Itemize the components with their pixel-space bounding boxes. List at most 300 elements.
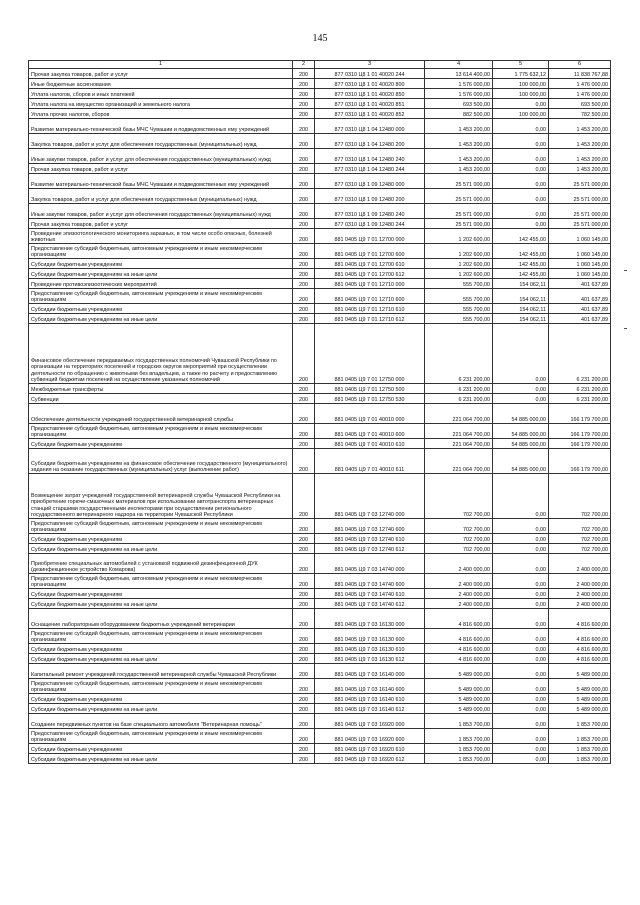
row-executed-amount: 154 062,11 — [493, 279, 549, 289]
row-line-code: 200 — [293, 324, 315, 384]
row-line-code: 200 — [293, 394, 315, 404]
row-budget-code: 881 0405 Ц9 7 03 14740 000 — [315, 554, 425, 574]
row-description: Создание передвижных пунктов на базе специального автомобиля "Ветеринарная помощь" — [29, 714, 293, 729]
row-description: Субсидии бюджетным учреждениям — [29, 644, 293, 654]
row-line-code: 200 — [293, 164, 315, 174]
row-approved-amount: 555 700,00 — [425, 289, 493, 304]
header-cell-4: 4 — [425, 61, 493, 69]
row-remaining-amount: 1 853 700,00 — [549, 714, 611, 729]
row-approved-amount: 5 489 000,00 — [425, 664, 493, 679]
row-approved-amount: 5 489 000,00 — [425, 704, 493, 714]
row-budget-code: 881 0405 Ц9 7 01 12750 530 — [315, 394, 425, 404]
row-line-code: 200 — [293, 174, 315, 189]
row-approved-amount: 702 700,00 — [425, 534, 493, 544]
row-remaining-amount: 166 179 700,00 — [549, 439, 611, 449]
row-approved-amount: 5 489 000,00 — [425, 694, 493, 704]
row-approved-amount: 6 231 200,00 — [425, 384, 493, 394]
row-description: Капитальный ремонт учреждений государственной ветеринарной службы Чувашской Республики — [29, 664, 293, 679]
row-remaining-amount: 11 838 767,88 — [549, 69, 611, 79]
row-description: Закупка товаров, работ и услуг для обеспечения государственных (муниципальных) нужд — [29, 189, 293, 204]
row-executed-amount: 0,00 — [493, 204, 549, 219]
row-line-code: 200 — [293, 654, 315, 664]
row-budget-code: 881 0405 Ц9 7 03 16920 600 — [315, 729, 425, 744]
row-executed-amount: 0,00 — [493, 744, 549, 754]
table-row — [29, 629, 611, 644]
row-remaining-amount: 401 637,89 — [549, 314, 611, 324]
row-description: Субсидии бюджетным учреждениям — [29, 589, 293, 599]
row-remaining-amount: 5 489 000,00 — [549, 694, 611, 704]
table-body — [29, 69, 611, 764]
row-description: Развитие материально-технической базы МЧС Чувашии и подведомственных ему учреждений — [29, 174, 293, 189]
row-approved-amount: 221 064 700,00 — [425, 449, 493, 474]
row-budget-code: 881 0405 Ц9 7 01 12700 600 — [315, 244, 425, 259]
row-remaining-amount: 4 816 600,00 — [549, 609, 611, 629]
row-budget-code: 881 0405 Ц9 7 03 16920 610 — [315, 744, 425, 754]
row-approved-amount: 4 816 600,00 — [425, 644, 493, 654]
row-remaining-amount: 166 179 700,00 — [549, 404, 611, 424]
row-executed-amount: 0,00 — [493, 164, 549, 174]
row-remaining-amount: 25 571 000,00 — [549, 204, 611, 219]
row-description: Финансовое обеспечение передаваемых государственных полномочий Чувашской Республики по организации на территориях поселений и городских округов мероприятий при осуществлении деятельности по обращению с животными без владельцев, а также по расчету и предоставлению субвенций бюджетам поселений на осуществление указанных полномочий — [29, 324, 293, 384]
row-description: Уплата прочих налогов, сборов — [29, 109, 293, 119]
row-line-code: 200 — [293, 729, 315, 744]
row-line-code: 200 — [293, 229, 315, 244]
row-description: Межбюджетные трансферты — [29, 384, 293, 394]
table-row — [29, 644, 611, 654]
table-row — [29, 289, 611, 304]
row-line-code: 200 — [293, 424, 315, 439]
row-description: Иные закупки товаров, работ и услуг для обеспечения государственных (муниципальных) нужд — [29, 204, 293, 219]
row-budget-code: 881 0405 Ц9 7 03 16140 612 — [315, 704, 425, 714]
row-line-code: 200 — [293, 534, 315, 544]
row-line-code: 200 — [293, 89, 315, 99]
table-row — [29, 729, 611, 744]
row-description: Предоставление субсидий бюджетным, автономным учреждениям и иным некоммерческим организациям — [29, 629, 293, 644]
header-cell-3: 3 — [315, 61, 425, 69]
table-row — [29, 89, 611, 99]
row-remaining-amount: 1 476 000,00 — [549, 89, 611, 99]
row-line-code: 200 — [293, 609, 315, 629]
row-budget-code: 881 0405 Ц9 7 03 16130 000 — [315, 609, 425, 629]
row-budget-code: 881 0405 Ц9 7 01 40010 611 — [315, 449, 425, 474]
row-description: Предоставление субсидий бюджетным, автономным учреждениям и иным некоммерческим организациям — [29, 244, 293, 259]
page-number: 145 — [312, 33, 328, 44]
table-row — [29, 69, 611, 79]
row-remaining-amount: 1 453 200,00 — [549, 134, 611, 149]
row-executed-amount: 0,00 — [493, 629, 549, 644]
table-row — [29, 424, 611, 439]
row-description: Закупка товаров, работ и услуг для обеспечения государственных (муниципальных) нужд — [29, 134, 293, 149]
row-remaining-amount: 5 489 000,00 — [549, 704, 611, 714]
row-budget-code: 881 0405 Ц9 7 03 12740 000 — [315, 474, 425, 519]
row-budget-code: 881 0405 Ц9 7 03 16140 000 — [315, 664, 425, 679]
row-line-code: 200 — [293, 204, 315, 219]
table-row — [29, 149, 611, 164]
row-remaining-amount: 401 637,89 — [549, 279, 611, 289]
row-remaining-amount: 4 816 600,00 — [549, 644, 611, 654]
row-executed-amount: 100 000,00 — [493, 109, 549, 119]
row-executed-amount: 0,00 — [493, 754, 549, 764]
row-description: Субсидии бюджетным учреждениям на иные цели — [29, 654, 293, 664]
row-remaining-amount: 5 489 000,00 — [549, 679, 611, 694]
row-budget-code: 877 0310 Ц8 1 09 12480 244 — [315, 219, 425, 229]
row-approved-amount: 6 231 200,00 — [425, 324, 493, 384]
table-row — [29, 679, 611, 694]
row-line-code: 200 — [293, 544, 315, 554]
row-approved-amount: 1 202 600,00 — [425, 269, 493, 279]
row-line-code: 200 — [293, 149, 315, 164]
row-executed-amount: 0,00 — [493, 729, 549, 744]
row-line-code: 200 — [293, 589, 315, 599]
row-executed-amount: 0,00 — [493, 519, 549, 534]
row-executed-amount: 54 885 000,00 — [493, 449, 549, 474]
row-line-code: 200 — [293, 244, 315, 259]
header-cell-2: 2 — [293, 61, 315, 69]
header-row — [29, 61, 611, 69]
row-executed-amount: 0,00 — [493, 474, 549, 519]
row-approved-amount: 693 500,00 — [425, 99, 493, 109]
table-row — [29, 704, 611, 714]
row-approved-amount: 25 571 000,00 — [425, 219, 493, 229]
row-executed-amount: 154 062,11 — [493, 304, 549, 314]
row-remaining-amount: 6 231 200,00 — [549, 384, 611, 394]
table-row — [29, 534, 611, 544]
row-description: Иные закупки товаров, работ и услуг для обеспечения государственных (муниципальных) нужд — [29, 149, 293, 164]
row-line-code: 200 — [293, 644, 315, 654]
table-row — [29, 694, 611, 704]
row-approved-amount: 1 853 700,00 — [425, 754, 493, 764]
row-remaining-amount: 4 816 600,00 — [549, 629, 611, 644]
row-approved-amount: 555 700,00 — [425, 304, 493, 314]
row-line-code: 200 — [293, 79, 315, 89]
row-approved-amount: 4 816 600,00 — [425, 654, 493, 664]
row-line-code: 200 — [293, 279, 315, 289]
row-remaining-amount: 401 637,89 — [549, 289, 611, 304]
table-row — [29, 189, 611, 204]
row-line-code: 200 — [293, 134, 315, 149]
row-remaining-amount: 1 060 145,00 — [549, 229, 611, 244]
row-line-code: 200 — [293, 219, 315, 229]
row-description: Субсидии бюджетным учреждениям на иные цели — [29, 704, 293, 714]
budget-execution-table — [28, 60, 611, 764]
row-approved-amount: 2 400 000,00 — [425, 574, 493, 589]
row-approved-amount: 4 816 600,00 — [425, 609, 493, 629]
table-row — [29, 439, 611, 449]
row-line-code: 200 — [293, 714, 315, 729]
row-approved-amount: 1 453 200,00 — [425, 149, 493, 164]
row-remaining-amount: 782 500,00 — [549, 109, 611, 119]
row-line-code: 200 — [293, 744, 315, 754]
table-row — [29, 449, 611, 474]
row-budget-code: 881 0405 Ц9 7 03 14740 612 — [315, 599, 425, 609]
row-remaining-amount: 6 231 200,00 — [549, 394, 611, 404]
row-executed-amount: 0,00 — [493, 324, 549, 384]
row-remaining-amount: 401 637,89 — [549, 304, 611, 314]
row-description: Предоставление субсидий бюджетным, автономным учреждениям и иным некоммерческим организациям — [29, 679, 293, 694]
row-budget-code: 877 0310 Ц8 1 04 12480 000 — [315, 119, 425, 134]
row-executed-amount: 0,00 — [493, 219, 549, 229]
row-remaining-amount: 1 853 700,00 — [549, 729, 611, 744]
row-description: Субсидии бюджетным учреждениям — [29, 744, 293, 754]
row-approved-amount: 221 064 700,00 — [425, 439, 493, 449]
row-budget-code: 881 0405 Ц9 7 03 16140 600 — [315, 679, 425, 694]
row-description: Предоставление субсидий бюджетным, автономным учреждениям и иным некоммерческим организациям — [29, 574, 293, 589]
row-budget-code: 881 0405 Ц9 7 03 12740 612 — [315, 544, 425, 554]
row-line-code: 200 — [293, 519, 315, 534]
row-description: Субсидии бюджетным учреждениям на иные цели — [29, 754, 293, 764]
table-row — [29, 609, 611, 629]
row-description: Субсидии бюджетным учреждениям — [29, 439, 293, 449]
row-executed-amount: 0,00 — [493, 609, 549, 629]
row-description: Уплата налогов, сборов и иных платежей — [29, 89, 293, 99]
row-remaining-amount: 25 571 000,00 — [549, 219, 611, 229]
row-description: Предоставление субсидий бюджетным, автономным учреждениям и иным некоммерческим организациям — [29, 289, 293, 304]
table-row — [29, 99, 611, 109]
row-line-code: 200 — [293, 289, 315, 304]
row-remaining-amount: 702 700,00 — [549, 519, 611, 534]
row-executed-amount: 0,00 — [493, 654, 549, 664]
row-description: Субсидии бюджетным учреждениям — [29, 304, 293, 314]
row-line-code: 200 — [293, 574, 315, 589]
row-remaining-amount: 166 179 700,00 — [549, 449, 611, 474]
row-budget-code: 877 0310 Ц8 1 04 12480 200 — [315, 134, 425, 149]
row-description: Проведение эпизоотологического мониторинга заразных, в том числе особо опасных, болезней животных — [29, 229, 293, 244]
table-row — [29, 259, 611, 269]
row-approved-amount: 4 816 600,00 — [425, 629, 493, 644]
row-line-code: 200 — [293, 629, 315, 644]
row-executed-amount: 154 062,11 — [493, 289, 549, 304]
row-description: Прочая закупка товаров, работ и услуг — [29, 219, 293, 229]
row-budget-code: 877 0310 Ц8 1 09 12480 000 — [315, 174, 425, 189]
row-approved-amount: 555 700,00 — [425, 314, 493, 324]
row-budget-code: 881 0405 Ц9 7 03 14740 610 — [315, 589, 425, 599]
table-row — [29, 589, 611, 599]
table-row — [29, 744, 611, 754]
row-executed-amount: 0,00 — [493, 174, 549, 189]
table-row — [29, 654, 611, 664]
row-remaining-amount: 1 453 200,00 — [549, 119, 611, 134]
row-description: Обеспечение деятельности учреждений государственной ветеринарной службы — [29, 404, 293, 424]
row-budget-code: 881 0405 Ц9 7 01 12700 610 — [315, 259, 425, 269]
row-approved-amount: 5 489 000,00 — [425, 679, 493, 694]
row-executed-amount: 0,00 — [493, 704, 549, 714]
row-approved-amount: 1 853 700,00 — [425, 714, 493, 729]
row-approved-amount: 221 064 700,00 — [425, 424, 493, 439]
row-executed-amount: 0,00 — [493, 644, 549, 654]
row-description: Субсидии бюджетным учреждениям на иные цели — [29, 269, 293, 279]
row-executed-amount: 1 775 632,12 — [493, 69, 549, 79]
row-description: Предоставление субсидий бюджетным, автономным учреждениям и иным некоммерческим организациям — [29, 519, 293, 534]
row-remaining-amount: 1 853 700,00 — [549, 754, 611, 764]
table-row — [29, 404, 611, 424]
row-remaining-amount: 1 060 145,00 — [549, 269, 611, 279]
row-line-code: 200 — [293, 704, 315, 714]
row-remaining-amount: 1 453 200,00 — [549, 164, 611, 174]
table-row — [29, 204, 611, 219]
row-remaining-amount: 693 500,00 — [549, 99, 611, 109]
row-budget-code: 881 0405 Ц9 7 03 16920 612 — [315, 754, 425, 764]
row-description: Приобретение специальных автомобилей с установкой подвижной дезинфекционной ДУК (дезинфекционное устройство Комарова) — [29, 554, 293, 574]
table-row — [29, 519, 611, 534]
row-description: Оснащение лабораторным оборудованием бюджетных учреждений ветеринарии — [29, 609, 293, 629]
table-row — [29, 219, 611, 229]
row-approved-amount: 1 453 200,00 — [425, 134, 493, 149]
row-description: Субсидии бюджетным учреждениям на иные цели — [29, 544, 293, 554]
table-row — [29, 664, 611, 679]
row-description: Предоставление субсидий бюджетным, автономным учреждениям и иным некоммерческим организациям — [29, 729, 293, 744]
table-row — [29, 324, 611, 384]
row-budget-code: 881 0405 Ц9 7 03 12740 610 — [315, 534, 425, 544]
table-row — [29, 574, 611, 589]
row-description: Иные бюджетные ассигнования — [29, 79, 293, 89]
row-remaining-amount: 1 453 200,00 — [549, 149, 611, 164]
row-budget-code: 881 0405 Ц9 7 03 14740 600 — [315, 574, 425, 589]
row-budget-code: 881 0405 Ц9 7 01 12750 500 — [315, 384, 425, 394]
row-approved-amount: 2 400 000,00 — [425, 599, 493, 609]
table-row — [29, 279, 611, 289]
table-row — [29, 394, 611, 404]
row-description: Субсидии бюджетным учреждениям на иные цели — [29, 314, 293, 324]
table-row — [29, 164, 611, 174]
row-line-code: 200 — [293, 694, 315, 704]
row-executed-amount: 0,00 — [493, 99, 549, 109]
table-row — [29, 119, 611, 134]
row-line-code: 200 — [293, 69, 315, 79]
row-line-code: 200 — [293, 449, 315, 474]
row-executed-amount: 0,00 — [493, 679, 549, 694]
row-line-code: 200 — [293, 599, 315, 609]
row-approved-amount: 1 202 600,00 — [425, 244, 493, 259]
table-row — [29, 79, 611, 89]
row-approved-amount: 13 614 400,00 — [425, 69, 493, 79]
row-line-code: 200 — [293, 404, 315, 424]
row-approved-amount: 1 576 000,00 — [425, 79, 493, 89]
row-line-code: 200 — [293, 314, 315, 324]
row-description: Субсидии бюджетным учреждениям — [29, 259, 293, 269]
row-executed-amount: 142 455,00 — [493, 269, 549, 279]
table-row — [29, 304, 611, 314]
row-approved-amount: 882 500,00 — [425, 109, 493, 119]
row-executed-amount: 142 455,00 — [493, 229, 549, 244]
row-budget-code: 881 0405 Ц9 7 03 16140 610 — [315, 694, 425, 704]
row-approved-amount: 1 453 200,00 — [425, 119, 493, 134]
row-line-code: 200 — [293, 99, 315, 109]
row-executed-amount: 0,00 — [493, 134, 549, 149]
margin-mark — [624, 328, 627, 329]
row-executed-amount: 0,00 — [493, 554, 549, 574]
row-remaining-amount: 5 489 000,00 — [549, 664, 611, 679]
row-line-code: 200 — [293, 554, 315, 574]
header-cell-5: 5 — [493, 61, 549, 69]
table-row — [29, 229, 611, 244]
row-budget-code: 877 0310 Ц8 1 04 12480 244 — [315, 164, 425, 174]
row-description: Проведение противоэпизоотических мероприятий — [29, 279, 293, 289]
row-executed-amount: 0,00 — [493, 534, 549, 544]
row-budget-code: 881 0405 Ц9 7 03 16130 600 — [315, 629, 425, 644]
row-executed-amount: 154 062,11 — [493, 314, 549, 324]
row-executed-amount: 0,00 — [493, 599, 549, 609]
row-remaining-amount: 1 060 145,00 — [549, 259, 611, 269]
row-executed-amount: 54 885 000,00 — [493, 404, 549, 424]
table-row — [29, 474, 611, 519]
row-approved-amount: 1 853 700,00 — [425, 729, 493, 744]
row-budget-code: 877 0310 Ц8 1 04 12480 240 — [315, 149, 425, 164]
row-remaining-amount: 25 571 000,00 — [549, 189, 611, 204]
row-line-code: 200 — [293, 664, 315, 679]
row-executed-amount: 0,00 — [493, 119, 549, 134]
row-line-code: 200 — [293, 384, 315, 394]
row-remaining-amount: 1 853 700,00 — [549, 744, 611, 754]
row-executed-amount: 0,00 — [493, 574, 549, 589]
row-remaining-amount: 702 700,00 — [549, 474, 611, 519]
row-budget-code: 881 0405 Ц9 7 03 16130 610 — [315, 644, 425, 654]
row-executed-amount: 142 455,00 — [493, 259, 549, 269]
row-description: Предоставление субсидий бюджетным, автономным учреждениям и иным некоммерческим организациям — [29, 424, 293, 439]
row-approved-amount: 6 231 200,00 — [425, 394, 493, 404]
row-line-code: 200 — [293, 109, 315, 119]
table-row — [29, 599, 611, 609]
row-approved-amount: 702 700,00 — [425, 544, 493, 554]
row-executed-amount: 0,00 — [493, 664, 549, 679]
row-budget-code: 881 0405 Ц9 7 01 40010 000 — [315, 404, 425, 424]
row-remaining-amount: 2 400 000,00 — [549, 554, 611, 574]
row-remaining-amount: 6 231 200,00 — [549, 324, 611, 384]
row-budget-code: 877 0310 Ц8 1 01 40020 850 — [315, 89, 425, 99]
row-budget-code: 881 0405 Ц9 7 03 12740 600 — [315, 519, 425, 534]
table-row — [29, 384, 611, 394]
row-description: Уплата налога на имущество организаций и земельного налога — [29, 99, 293, 109]
row-approved-amount: 1 202 600,00 — [425, 259, 493, 269]
row-budget-code: 881 0405 Ц9 7 01 12710 600 — [315, 289, 425, 304]
row-description: Субсидии бюджетным учреждениям на иные цели — [29, 599, 293, 609]
row-budget-code: 881 0405 Ц9 7 01 12700 612 — [315, 269, 425, 279]
table-row — [29, 544, 611, 554]
row-budget-code: 881 0405 Ц9 7 03 16130 612 — [315, 654, 425, 664]
row-executed-amount: 100 000,00 — [493, 89, 549, 99]
row-executed-amount: 54 885 000,00 — [493, 424, 549, 439]
row-approved-amount: 702 700,00 — [425, 474, 493, 519]
row-line-code: 200 — [293, 754, 315, 764]
row-budget-code: 877 0310 Ц8 1 01 40020 852 — [315, 109, 425, 119]
row-line-code: 200 — [293, 304, 315, 314]
row-description: Развитие материально-технической базы МЧС Чувашии и подведомственных ему учреждений — [29, 119, 293, 134]
row-remaining-amount: 166 179 700,00 — [549, 424, 611, 439]
row-executed-amount: 54 885 000,00 — [493, 439, 549, 449]
row-executed-amount: 0,00 — [493, 544, 549, 554]
row-approved-amount: 25 571 000,00 — [425, 189, 493, 204]
row-budget-code: 881 0405 Ц9 7 01 12750 000 — [315, 324, 425, 384]
row-remaining-amount: 1 060 145,00 — [549, 244, 611, 259]
table-row — [29, 134, 611, 149]
row-budget-code: 877 0310 Ц8 1 09 12480 200 — [315, 189, 425, 204]
row-line-code: 200 — [293, 679, 315, 694]
margin-mark — [624, 270, 627, 271]
row-approved-amount: 555 700,00 — [425, 279, 493, 289]
row-description: Субвенции — [29, 394, 293, 404]
row-line-code: 200 — [293, 269, 315, 279]
row-remaining-amount: 2 400 000,00 — [549, 574, 611, 589]
table-row — [29, 754, 611, 764]
row-approved-amount: 2 400 000,00 — [425, 589, 493, 599]
row-executed-amount: 0,00 — [493, 384, 549, 394]
table-row — [29, 109, 611, 119]
row-budget-code: 881 0405 Ц9 7 01 12710 610 — [315, 304, 425, 314]
row-line-code: 200 — [293, 119, 315, 134]
row-remaining-amount: 1 476 000,00 — [549, 79, 611, 89]
row-approved-amount: 25 571 000,00 — [425, 174, 493, 189]
row-approved-amount: 2 400 000,00 — [425, 554, 493, 574]
row-remaining-amount: 25 571 000,00 — [549, 174, 611, 189]
